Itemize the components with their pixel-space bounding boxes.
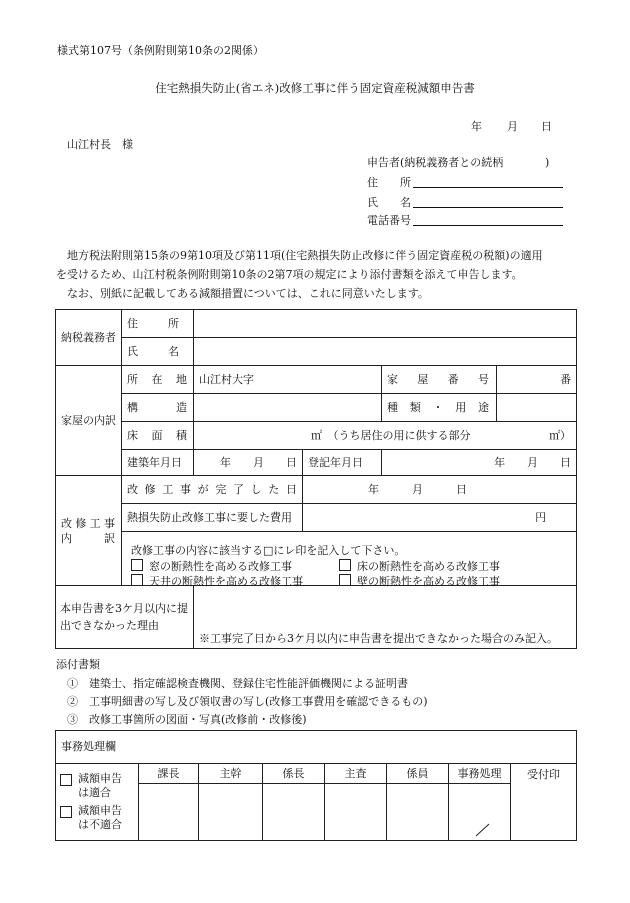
applicant-phone-label: 電話番号 [367,214,411,227]
office-option-2[interactable] [60,804,134,832]
structure-field[interactable] [194,394,382,422]
attachment-item-1 [67,677,408,691]
cost-unit: 円 [535,510,547,524]
house-number-label: 家屋番号 [387,372,489,386]
completed-label-cell [122,476,303,504]
house-number-field[interactable] [497,366,577,394]
house-number-label-cell [382,366,497,394]
attachment-text-1: 建築士、指定確認検査機関、登録住宅性能評価機関による証明書 [89,677,408,690]
seal-kakaricho[interactable] [263,784,325,841]
built-date-label: 建築年月日 [122,450,194,476]
attachment-text-3: 改修工事箇所の図面・写真(改修前・改修後) [89,713,307,726]
office-table [55,730,577,841]
office-option-1[interactable] [60,772,134,800]
checkbox-icon[interactable] [60,806,72,818]
taxpayer-name-label: 氏名 [127,344,179,358]
type-field[interactable] [497,394,577,422]
option-ceiling-label: 天井の断熱性を高める改修工事 [149,575,303,588]
role-shukan: 主幹 [199,764,263,784]
applicant-address-line[interactable] [413,187,563,188]
renovation-label-line2: 内 訳 [61,531,115,545]
office-options-cell [56,764,139,841]
date-month: 月 [507,120,518,133]
late-reason-note: ※工事完了日から3ケ月以内に申告書を提出できなかった場合のみ記入。 [199,632,558,645]
stamp-label: 受付印 [511,764,577,841]
attachment-item-2 [67,695,428,709]
option-floor[interactable] [339,559,500,574]
built-date-field[interactable]: 年 月 日 [194,450,303,476]
taxpayer-address-label: 住所 [127,316,179,330]
body-text-line1: 地方税法附則第15条の9第10項及び第11項(住宅熱損失防止改修に伴う固定資産税の税額)の適用 [67,249,543,262]
completed-date-field[interactable] [303,476,577,504]
attachment-num-2: ② [67,695,78,708]
applicant-name-label: 氏 名 [367,196,411,209]
office-option-2-label: 減額申告は不適合 [78,804,122,831]
renovation-label-line1: 改修工事 [61,516,115,530]
date-day: 日 [541,120,552,133]
office-title: 事務処理欄 [56,731,577,764]
house-label: 家屋の内訳 [56,366,122,476]
late-reason-label: 本申告書を3ケ月以内に提出できなかった理由 [56,586,194,649]
floor-area-label: 床面積 [127,428,187,442]
floor-area-field[interactable] [194,422,577,450]
applicant-address-label: 住 所 [367,176,411,189]
applicant-phone-line[interactable] [413,225,563,226]
role-shusa: 主査 [325,764,387,784]
addressee: 山江村長 様 [67,138,133,151]
applicant-relation-close: ) [545,156,550,169]
location-value: 山江村大字 [199,372,254,386]
option-window-label: 窓の断熱性を高める改修工事 [149,560,292,573]
document-title: 住宅熱損失防止(省エネ)改修工事に伴う固定資産税減額申告書 [155,81,475,95]
role-kacho: 課長 [139,764,199,784]
floor-area-label-cell [122,422,194,450]
role-kakaricho: 係長 [263,764,325,784]
applicant-name-line[interactable] [413,207,563,208]
checkbox-icon[interactable] [339,559,351,571]
office-option-1-label: 減額申告は適合 [78,772,122,799]
structure-label-cell [122,394,194,422]
main-form-table [55,309,577,649]
attachment-num-3: ③ [67,713,78,726]
attachment-text-2: 工事明細書の写し及び領収書の写し(改修工事費用を確認できるもの) [89,695,428,708]
house-number-unit: 番 [560,372,572,386]
structure-label: 構造 [127,400,187,414]
seal-jimushori[interactable] [449,784,511,841]
completed-date-value: 年 月 日 [368,482,467,496]
option-wall[interactable] [339,574,500,589]
attachment-item-3 [67,713,307,727]
seal-shusa[interactable] [325,784,387,841]
registered-date-field[interactable]: 年 月 日 [382,450,577,476]
floor-area-text: ㎡ （うち居住の用に供する部分 [311,428,471,442]
taxpayer-address-label-cell [122,310,194,338]
attachment-num-1: ① [67,677,78,690]
taxpayer-name-label-cell [122,338,194,366]
option-wall-label: 壁の断熱性を高める改修工事 [357,575,500,588]
body-text-line2: を受けるため、山江村税条例附則第10条の2第7項の規定により添付書類を添えて申告します。 [56,268,523,281]
option-window[interactable] [131,559,292,574]
option-ceiling[interactable] [131,574,303,589]
completed-label: 改修工事が完了した日 [127,482,297,496]
date-year: 年 [471,120,482,133]
slash-mark-icon [475,823,495,837]
checkbox-icon[interactable] [131,574,143,586]
seal-kakariin[interactable] [387,784,449,841]
location-field[interactable] [194,366,382,394]
seal-kacho[interactable] [139,784,199,841]
role-kakariin: 係員 [387,764,449,784]
taxpayer-name-field[interactable] [194,338,577,366]
renovation-label-cell [56,476,122,586]
location-label-cell [122,366,194,394]
seal-shukan[interactable] [199,784,263,841]
registered-date-label: 登記年月日 [303,450,382,476]
checkbox-icon[interactable] [60,774,72,786]
checkbox-icon[interactable] [339,574,351,586]
taxpayer-label: 納税義務者 [56,310,122,366]
form-number: 様式第107号（条例附則第10条の2関係） [57,44,264,57]
applicant-relation-label: 申告者(納税義務者との続柄 [367,156,504,169]
cost-field[interactable] [303,504,577,532]
attachments-title: 添付書類 [56,658,100,671]
checkbox-icon[interactable] [131,559,143,571]
type-label: 種類・用途 [387,400,489,414]
location-label: 所在地 [127,372,187,386]
type-label-cell [382,394,497,422]
late-reason-field[interactable] [194,586,577,649]
role-jimushori: 事務処理 [449,764,511,784]
option-floor-label: 床の断熱性を高める改修工事 [357,560,500,573]
cost-label: 熱損失防止改修工事に要した費用 [122,504,303,532]
floor-area-unit: ㎡） [549,428,572,442]
renovation-instruction: 改修工事の内容に該当する□にレ印を記入して下さい。 [131,544,406,557]
taxpayer-address-field[interactable] [194,310,577,338]
body-text-line3: なお、別紙に記載してある減額措置については、これに同意いたします。 [67,287,429,300]
